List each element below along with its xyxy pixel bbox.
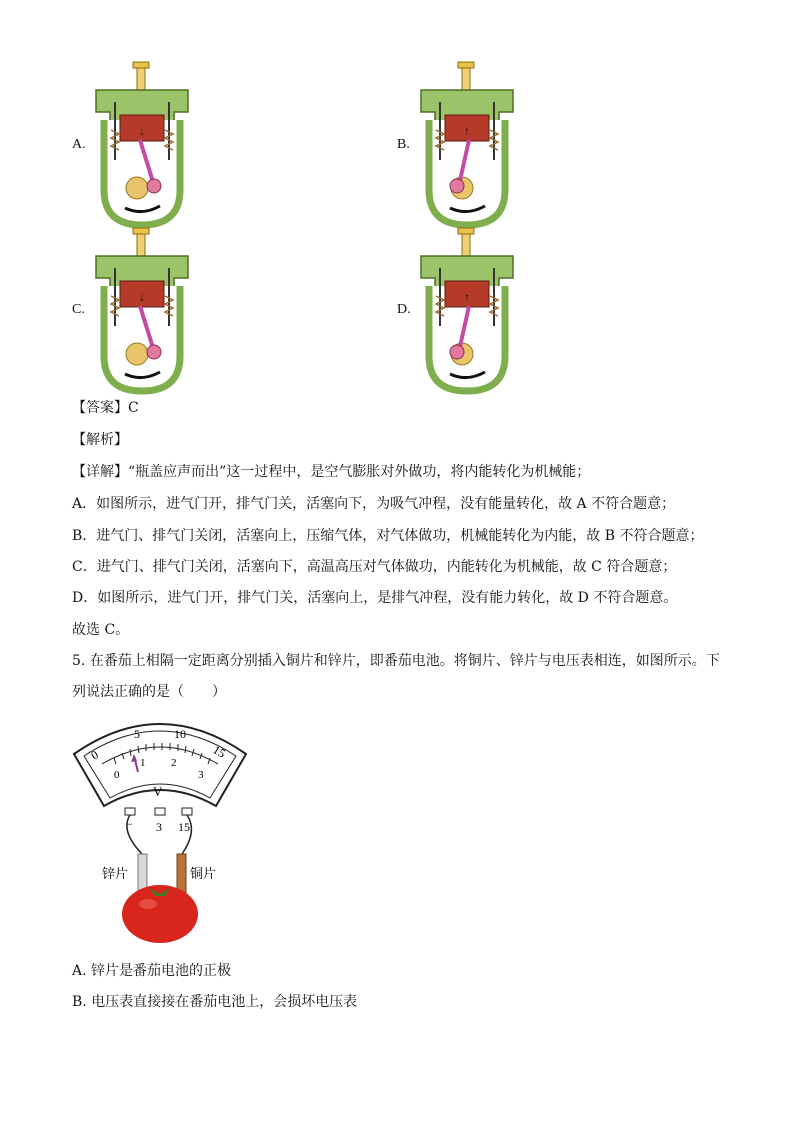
engine-diagram-c (90, 226, 195, 396)
detail-line: D．如图所示，进气门开，排气门关，活塞向上，是排气冲程，没有能力转化，故 D 不符合题意。 (72, 590, 678, 606)
option-5-a: A. 锌片是番茄电池的正极 (72, 963, 232, 979)
terminal-label: 15 (178, 820, 190, 834)
detail-line: 故选 C。 (72, 622, 130, 638)
tomato-battery-diagram (70, 716, 250, 946)
analysis-tag: 【解析】 (72, 432, 128, 448)
tomato (122, 885, 198, 943)
detail-line: 【详解】“瓶盖应声而出”这一过程中，是空气膨胀对外做功，将内能转化为机械能； (72, 464, 591, 480)
answer-value: C (128, 400, 139, 416)
lower-scale-label: 1 (140, 757, 146, 769)
svg-text:↑: ↑ (464, 124, 470, 138)
engine-diagram-b (415, 60, 520, 230)
option-d-label: D. (397, 302, 411, 317)
detail-line: A．如图所示，进气门开，排气门关，活塞向下，为吸气冲程，没有能量转化，故 A 不符合题意； (72, 496, 676, 512)
upper-scale-label: 0 (88, 747, 101, 763)
question-5-line-1: 5. 在番茄上相隔一定距离分别插入铜片和锌片，即番茄电池。将铜片、锌片与电压表相连，如图所示。下 (72, 653, 720, 669)
engine-diagram-a (90, 60, 195, 230)
copper-label: 铜片 (190, 866, 217, 881)
svg-text:↑: ↑ (464, 290, 470, 304)
lower-scale-label: 3 (198, 769, 204, 781)
upper-scale-label: 10 (174, 727, 186, 741)
zinc-label: 锌片 (102, 866, 129, 881)
lower-scale-label: 2 (171, 757, 177, 769)
terminal-label: 3 (156, 820, 162, 834)
svg-text:↓: ↓ (139, 290, 145, 304)
detail-line: B．进气门、排气门关闭，活塞向上，压缩气体，对气体做功，机械能转化为内能，故 B 不符合题意； (72, 528, 704, 544)
svg-text:↓: ↓ (139, 124, 145, 138)
answer-tag: 【答案】 (72, 400, 128, 416)
upper-scale-label: 15 (210, 742, 228, 761)
option-c-label: C. (72, 302, 85, 317)
upper-scale-label: 5 (134, 727, 140, 741)
terminal-label: − (126, 817, 133, 831)
question-5-line-2: 列说法正确的是（ ） (72, 684, 226, 700)
option-a-label: A. (72, 137, 86, 152)
detail-line: C．进气门、排气门关闭，活塞向下，高温高压对气体做功，内能转化为机械能，故 C 符合题意； (72, 559, 677, 575)
lower-scale-label: 0 (114, 769, 120, 781)
engine-diagram-d (415, 226, 520, 396)
option-b-label: B. (397, 137, 410, 152)
answer-line (72, 398, 139, 418)
option-5-b: B. 电压表直接接在番茄电池上，会损坏电压表 (72, 994, 358, 1010)
unit-label: V (153, 784, 163, 799)
